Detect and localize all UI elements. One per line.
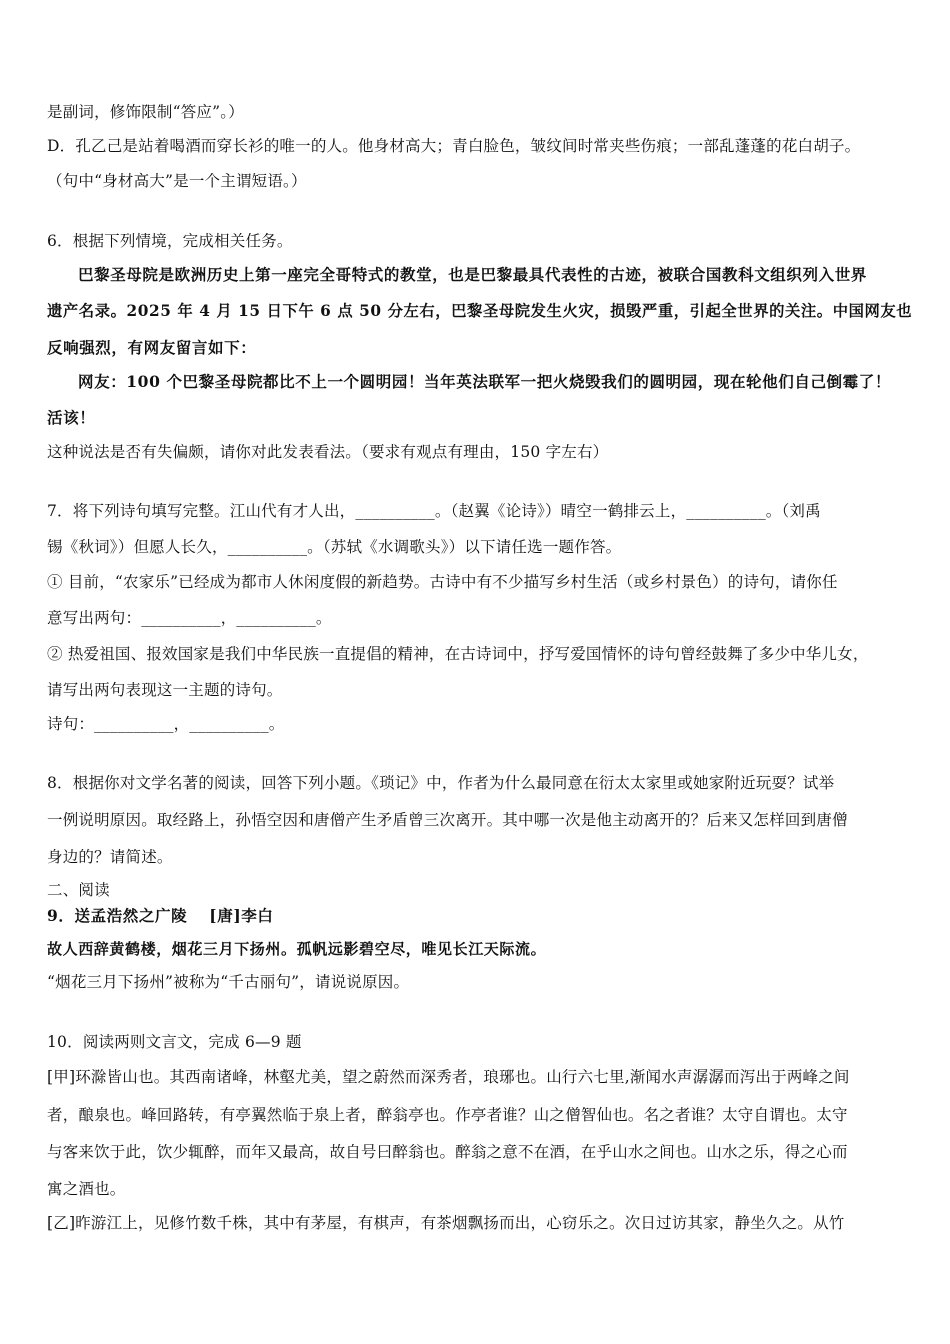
poem-text: 故人西辞黄鹤楼，烟花三月下扬州。孤帆远影碧空尽，唯见长江天际流。 <box>47 940 547 958</box>
passage-text: [甲]环滁皆山也。其西南诸峰，林壑尤美，望之蔚然而深秀者，琅琊也。山行六七里,渐闻水声潺潺而泻出于两峰之间 <box>47 1068 850 1086</box>
passage-text: 者，酿泉也。峰回路转，有亭翼然临于泉上者，醉翁亭也。作亭者谁？山之僧智仙也。名之者谁？太守自谓也。太守 <box>47 1106 848 1124</box>
passage-text: 与客来饮于此，饮少辄醉，而年又最高，故自号曰醉翁也。醉翁之意不在酒，在乎山水之间也。山水之乐，得之心而 <box>47 1143 848 1161</box>
text-line: 诗句：__________，__________。 <box>47 715 285 733</box>
text-line: ① 目前，“农家乐”已经成为都市人休闲度假的新趋势。古诗中有不少描写乡村生活（或乡村景色）的诗句，请你任 <box>47 573 838 591</box>
text-line: 身边的？请简述。 <box>47 848 173 866</box>
passage-text: 寓之酒也。 <box>47 1180 126 1198</box>
text-line: 一例说明原因。取经路上，孙悟空因和唐僧产生矛盾曾三次离开。其中哪一次是他主动离开的？后来又怎样回到唐僧 <box>47 811 848 829</box>
text-line: 锡《秋词》）但愿人长久，__________。（苏轼《水调歌头》）以下请任选一题作答。 <box>47 538 622 556</box>
passage-text: 网友：100 个巴黎圣母院都比不上一个圆明园！当年英法联军一把火烧毁我们的圆明园，现在轮他们自己倒霉了！ <box>78 372 891 391</box>
section-heading: 二、阅读 <box>47 881 110 899</box>
passage-text: 巴黎圣母院是欧洲历史上第一座完全哥特式的教堂，也是巴黎最具代表性的古迹，被联合国教科文组织列入世界 <box>78 265 867 284</box>
question-7-heading: 7．将下列诗句填写完整。江山代有才人出，__________。（赵翼《论诗》）晴空一鹤排云上，__________。（刘禹 <box>47 502 821 520</box>
question-6-heading: 6．根据下列情境，完成相关任务。 <box>47 232 293 250</box>
question-8-heading: 8．根据你对文学名著的阅读，回答下列小题。《琐记》中，作者为什么最同意在衍太太家里或她家附近玩耍？试举 <box>47 774 835 792</box>
text-line: 这种说法是否有失偏颇，请你对此发表看法。（要求有观点有理由，150 字左右） <box>47 443 609 461</box>
text-line: （句中“身材高大”是一个主谓短语。） <box>47 172 307 190</box>
passage-text: 遗产名录。2025 年 4 月 15 日下午 6 点 50 分左右，巴黎圣母院发生火灾，损毁严重，引起全世界的关注。中国网友也 <box>47 301 913 320</box>
text-line: ② 热爱祖国、报效国家是我们中华民族一直提倡的精神，在古诗词中，抒写爱国情怀的诗句曾经鼓舞了多少中华儿女， <box>47 645 869 663</box>
question-9-heading: 9．送孟浩然之广陵 [唐]李白 <box>47 906 274 925</box>
text-line: “烟花三月下扬州”被称为“千古丽句”，请说说原因。 <box>47 973 410 991</box>
text-line: 请写出两句表现这一主题的诗句。 <box>47 681 283 699</box>
text-line: D．孔乙己是站着喝酒而穿长衫的唯一的人。他身材高大；青白脸色，皱纹间时常夹些伤痕；一部乱蓬蓬的花白胡子。 <box>47 137 861 155</box>
question-10-heading: 10．阅读两则文言文，完成 6—9 题 <box>47 1033 302 1051</box>
passage-text: 反响强烈，有网友留言如下： <box>47 338 257 357</box>
text-line: 是副词，修饰限制“答应”。） <box>47 103 244 121</box>
passage-text: 活该！ <box>47 408 96 427</box>
text-line: 意写出两句：__________，__________。 <box>47 609 332 627</box>
passage-text: [乙]昨游江上，见修竹数千株，其中有茅屋，有棋声，有茶烟飘扬而出，心窃乐之。次日过访其家，静坐久之。从竹 <box>47 1214 845 1232</box>
